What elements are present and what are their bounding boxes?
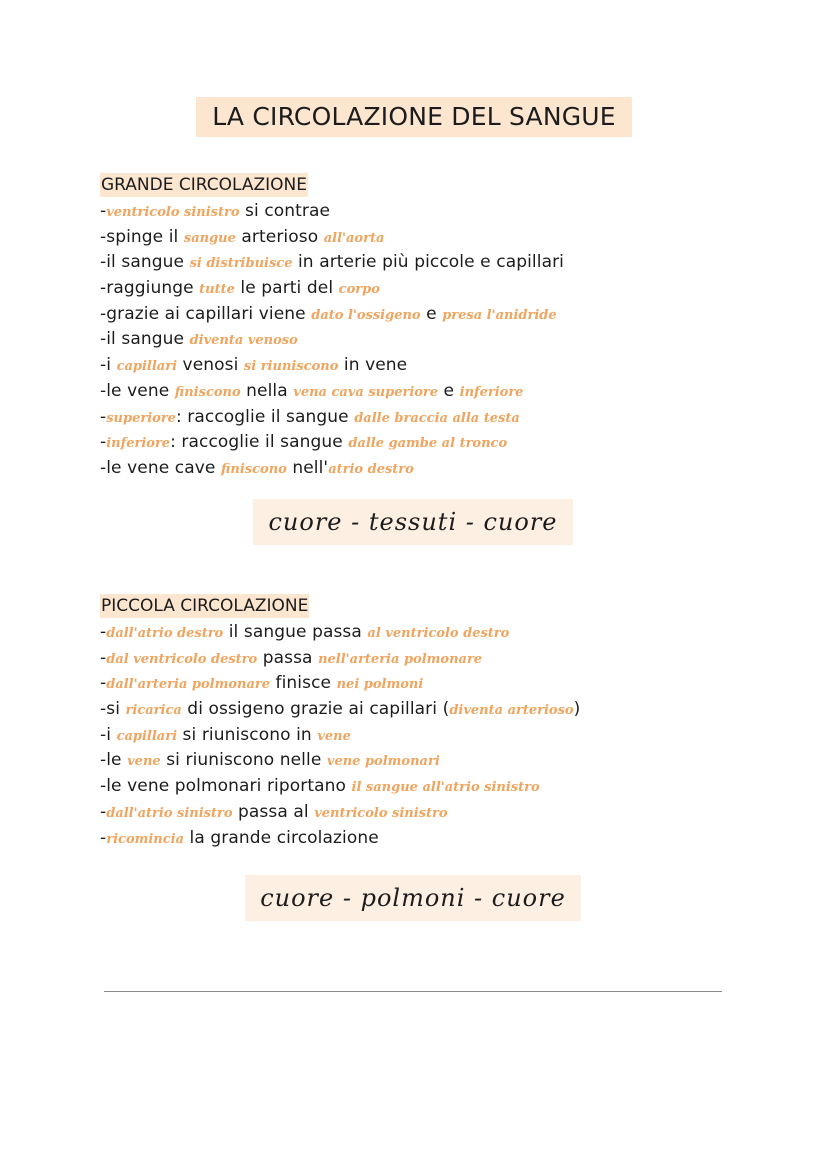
list-item [100, 199, 564, 225]
line-text: e [420, 303, 443, 324]
line-text: -il sangue [100, 329, 190, 350]
highlighted-text: si riuniscono [243, 359, 339, 375]
highlighted-text: nell'arteria polmonare [318, 651, 483, 667]
line-text: la grande circolazione [184, 827, 379, 848]
highlighted-text: al ventricolo destro [367, 626, 510, 641]
highlighted-text: vene polmonari [326, 754, 440, 770]
highlighted-text: ventricolo sinistro [106, 205, 240, 220]
line-text: -grazie ai capillari viene [100, 303, 312, 324]
highlighted-text: presa l'anidride [442, 307, 557, 323]
highlighted-text: finiscono [174, 384, 241, 400]
line-text: arterioso [235, 226, 324, 247]
line-text: - [100, 801, 107, 822]
line-text: - [100, 673, 107, 694]
grande-circolazione-heading: GRANDE CIRCOLAZIONE [101, 175, 307, 195]
highlighted-text: vene [317, 728, 351, 744]
highlighted-text: atrio destro [328, 461, 414, 477]
highlighted-text: vene [127, 754, 161, 770]
line-text: -il sangue [100, 252, 190, 273]
highlighted-text: diventa arterioso [449, 703, 574, 719]
line-text: si contrae [239, 201, 331, 221]
highlighted-text: dal ventricolo destro [106, 651, 258, 667]
highlighted-text: dall'arteria polmonare [106, 677, 271, 693]
list-item [100, 748, 580, 774]
list-item [100, 225, 564, 251]
highlighted-text: superiore [106, 410, 176, 426]
line-text: -le vene polmonari riportano [100, 776, 352, 797]
highlighted-text: diventa venoso [189, 333, 298, 349]
list-item [100, 250, 564, 276]
highlighted-text: dato l'ossigeno [311, 307, 421, 323]
line-text: -si [100, 699, 126, 720]
highlighted-text: il sangue all'atrio sinistro [351, 780, 540, 796]
line-text: -le vene [100, 380, 175, 401]
highlighted-text: sangue [183, 230, 236, 246]
highlighted-text: inferiore [106, 436, 171, 452]
list-item [100, 697, 580, 723]
line-text: di ossigeno grazie ai capillari ( [181, 699, 450, 720]
line-text: - [100, 622, 107, 642]
piccola-circolazione-summary: cuore - polmoni - cuore [245, 875, 581, 921]
highlighted-text: vena cava superiore [293, 384, 439, 400]
line-text: - [100, 827, 107, 848]
highlighted-text: nei polmoni [336, 677, 424, 693]
list-item [100, 800, 580, 826]
line-text: passa al [232, 801, 315, 822]
highlighted-text: dall'atrio sinistro [106, 805, 233, 821]
list-item [100, 276, 564, 302]
highlighted-text: ventricolo sinistro [314, 805, 448, 821]
highlighted-text: dall'atrio destro [106, 626, 224, 641]
line-text: il sangue passa [223, 622, 368, 642]
line-text: passa [257, 647, 319, 668]
list-item [100, 723, 580, 749]
line-text: le parti del [234, 278, 339, 299]
list-item [100, 302, 564, 328]
line-text: nell' [286, 457, 329, 478]
highlighted-text: finiscono [220, 461, 287, 477]
line-text: venosi [177, 355, 244, 376]
grande-circolazione-summary: cuore - tessuti - cuore [253, 499, 573, 545]
grande-circolazione-list [100, 199, 564, 482]
line-text: -raggiunge [100, 278, 200, 299]
list-item [100, 456, 564, 482]
line-text: - [100, 432, 107, 453]
line-text: in arterie più piccole e capillari [292, 252, 564, 273]
list-item [100, 671, 580, 697]
highlighted-text: si distribuisce [189, 256, 293, 272]
page-title: LA CIRCOLAZIONE DEL SANGUE [196, 97, 632, 137]
line-text: finisce [270, 673, 337, 694]
list-item [100, 646, 580, 672]
line-text: - [100, 647, 107, 668]
line-text: -le vene cave [100, 457, 221, 478]
highlighted-text: all'aorta [323, 230, 385, 246]
line-text: : raccoglie il sangue [175, 406, 355, 427]
highlighted-text: corpo [338, 282, 380, 298]
line-text: si riuniscono in [177, 724, 318, 745]
list-item [100, 826, 580, 852]
highlighted-text: dalle braccia alla testa [354, 410, 520, 426]
list-item [100, 405, 564, 431]
highlighted-text: capillari [116, 728, 178, 744]
list-item [100, 327, 564, 353]
line-text: -i [100, 724, 117, 745]
bottom-divider [104, 991, 722, 992]
line-text: e [438, 380, 460, 401]
list-item [100, 379, 564, 405]
line-text: in vene [338, 355, 408, 376]
highlighted-text: dalle gambe al tronco [348, 436, 508, 452]
highlighted-text: capillari [116, 359, 178, 375]
line-text: -i [100, 355, 117, 376]
piccola-circolazione-heading: PICCOLA CIRCOLAZIONE [101, 596, 309, 616]
highlighted-text: tutte [199, 282, 235, 298]
highlighted-text: ricomincia [106, 831, 185, 847]
piccola-circolazione-list [100, 620, 580, 851]
list-item [100, 620, 580, 646]
line-text: -spinge il [100, 226, 184, 247]
highlighted-text: inferiore [459, 384, 524, 400]
list-item [100, 353, 564, 379]
line-text: nella [240, 380, 294, 401]
line-text: : raccoglie il sangue [170, 432, 349, 453]
list-item [100, 430, 564, 456]
line-text: si riuniscono nelle [160, 750, 327, 771]
line-text: - [100, 406, 107, 427]
line-text: ) [573, 699, 581, 720]
line-text: -le [100, 750, 128, 771]
list-item [100, 774, 580, 800]
highlighted-text: ricarica [125, 703, 182, 719]
line-text: - [100, 201, 107, 221]
